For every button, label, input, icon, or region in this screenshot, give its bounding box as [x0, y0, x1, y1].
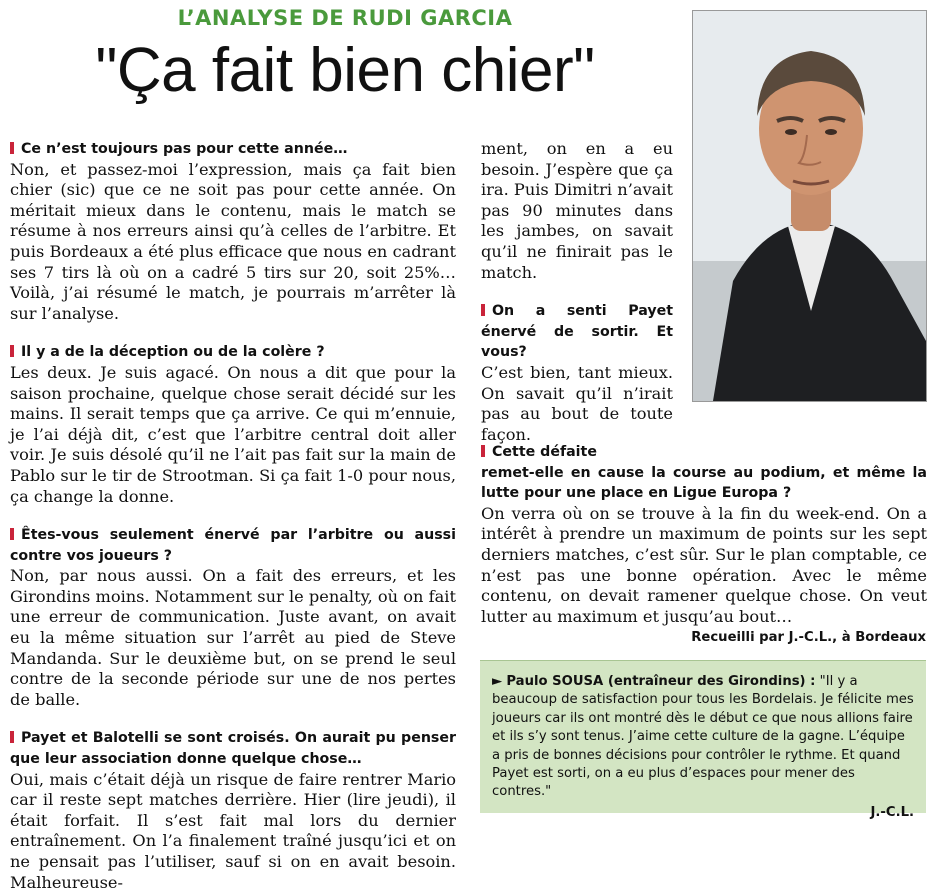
opponent-quote-box: [480, 660, 926, 820]
marker-icon: [481, 445, 485, 457]
question-1-text: Ce n’est toujours pas pour cette année…: [21, 141, 348, 157]
question-5-text: On a senti Payet énervé de sortir. Et vous?: [481, 303, 673, 361]
marker-icon: [10, 142, 14, 154]
kicker: L’ANALYSE DE RUDI GARCIA: [177, 6, 513, 30]
question-1: [10, 139, 456, 160]
quote-signature: J.-C.L.: [870, 804, 914, 820]
quote-text: "Il y a beaucoup de satisfaction pour tous les Bordelais. Je félicite mes joueurs car ils ont montré dès le début ce que nous allions faire et ils s’y sont tenus. J’aime cette culture de la gagne. L’équipe a pris de bonnes décisions pour contrôler le rythme. Et quand Payet est sorti, on a eu plus d’espaces pour mener des contres.": [492, 674, 914, 800]
headline: "Ça fait bien chier": [95, 36, 595, 105]
question-6-lead: Cette défaite: [492, 444, 597, 460]
question-2: [10, 342, 456, 363]
question-6-text: remet-elle en cause la course au podium, et même la lutte pour une place en Ligue Europa ?: [481, 464, 927, 502]
question-5: [481, 301, 673, 363]
column-left: [10, 139, 456, 893]
marker-icon: [481, 304, 485, 316]
answer-5: C’est bien, tant mieux. On savait qu’il n’irait pas au bout de toute façon.: [481, 362, 673, 444]
answer-3: Non, par nous aussi. On a fait des erreurs, et les Girondins moins. Notamment sur le penalty, où on fait une erreur de communication. Juste avant, on avait eu la même situation sur l’arrêt au pied de Steve Mandanda. Sur le deuxième but, on se prend le seul contre de la seconde période sur une de nos pertes de balle.: [10, 566, 456, 709]
question-3: [10, 525, 456, 566]
answer-6: On verra où on se trouve à la fin du week-end. On a intérêt à prendre un maximum de points sur les sept derniers matches, c’est sûr. Sur le plan comptable, ce n’est pas une bonne opération. Avec le même contenu, on devait ramener quelque chose. On veut lutter au maximum et jusqu’au bout…: [481, 503, 927, 626]
answer-1: Non, et passez-moi l’expression, mais ça fait bien chier (sic) que ce ne soit pas pour cette année. On méritait mieux dans le contenu, mais le match se résume à nos erreurs ainsi qu’à celles de l’arbitre. Et puis Bordeaux a été plus efficace que nous en cadrant ses 7 tirs là où on a cadré 5 tirs sur 20, soit 25%… Voilà, j’ai résumé le match, je pourrais m’arrêter là sur l’analyse.: [10, 159, 456, 323]
quote-speaker: Paulo SOUSA (entraîneur des Girondins) :: [506, 674, 816, 689]
answer-4: Oui, mais c’était déjà un risque de faire rentrer Mario car il reste sept matches derrière. Hier (lire jeudi), il était forfait. Il s’est fait mal lors du dernier entraînement. On l’a finalement traîné jusqu’ici et on ne pensait pas l’utiliser, sauf si on en avait besoin. Malheureuse-: [10, 769, 456, 892]
arrow-icon: ►: [492, 674, 503, 689]
answer-4-continued: ment, on en a eu besoin. J’espère que ça ira. Puis Dimitri n’avait pas 90 minutes dans les jambes, on savait qu’il ne finirait pas le match.: [481, 139, 673, 282]
question-4-text: Payet et Balotelli se sont croisés. On aurait pu penser que leur association donne quelque chose…: [10, 730, 456, 768]
answer-2: Les deux. Je suis agacé. On nous a dit que pour la saison prochaine, quelque chose serait décidé sur les mains. Il serait temps que ça arrive. Ce qui m’ennuie, je l’ai déjà dit, c’est que l’arbitre central doit aller voir. Je suis désolé qu’il ne l’ait pas fait sur la main de Pablo sur le tir de Strootman. Si ça fait 1-0 pour nous, ça change la donne.: [10, 362, 456, 506]
question-2-text: Il y a de la déception ou de la colère ?: [21, 344, 325, 361]
marker-icon: [10, 345, 14, 357]
column-middle: [481, 139, 673, 445]
marker-icon: [10, 528, 14, 540]
column-right-wide: [481, 442, 927, 627]
byline: Recueilli par J.-C.L., à Bordeaux: [691, 630, 926, 645]
portrait-photo: [692, 10, 927, 402]
marker-icon: [10, 731, 14, 743]
question-6: [481, 442, 927, 504]
question-4: [10, 728, 456, 769]
question-3-text: Êtes-vous seulement énervé par l’arbitre ou aussi contre vos joueurs ?: [10, 527, 456, 564]
